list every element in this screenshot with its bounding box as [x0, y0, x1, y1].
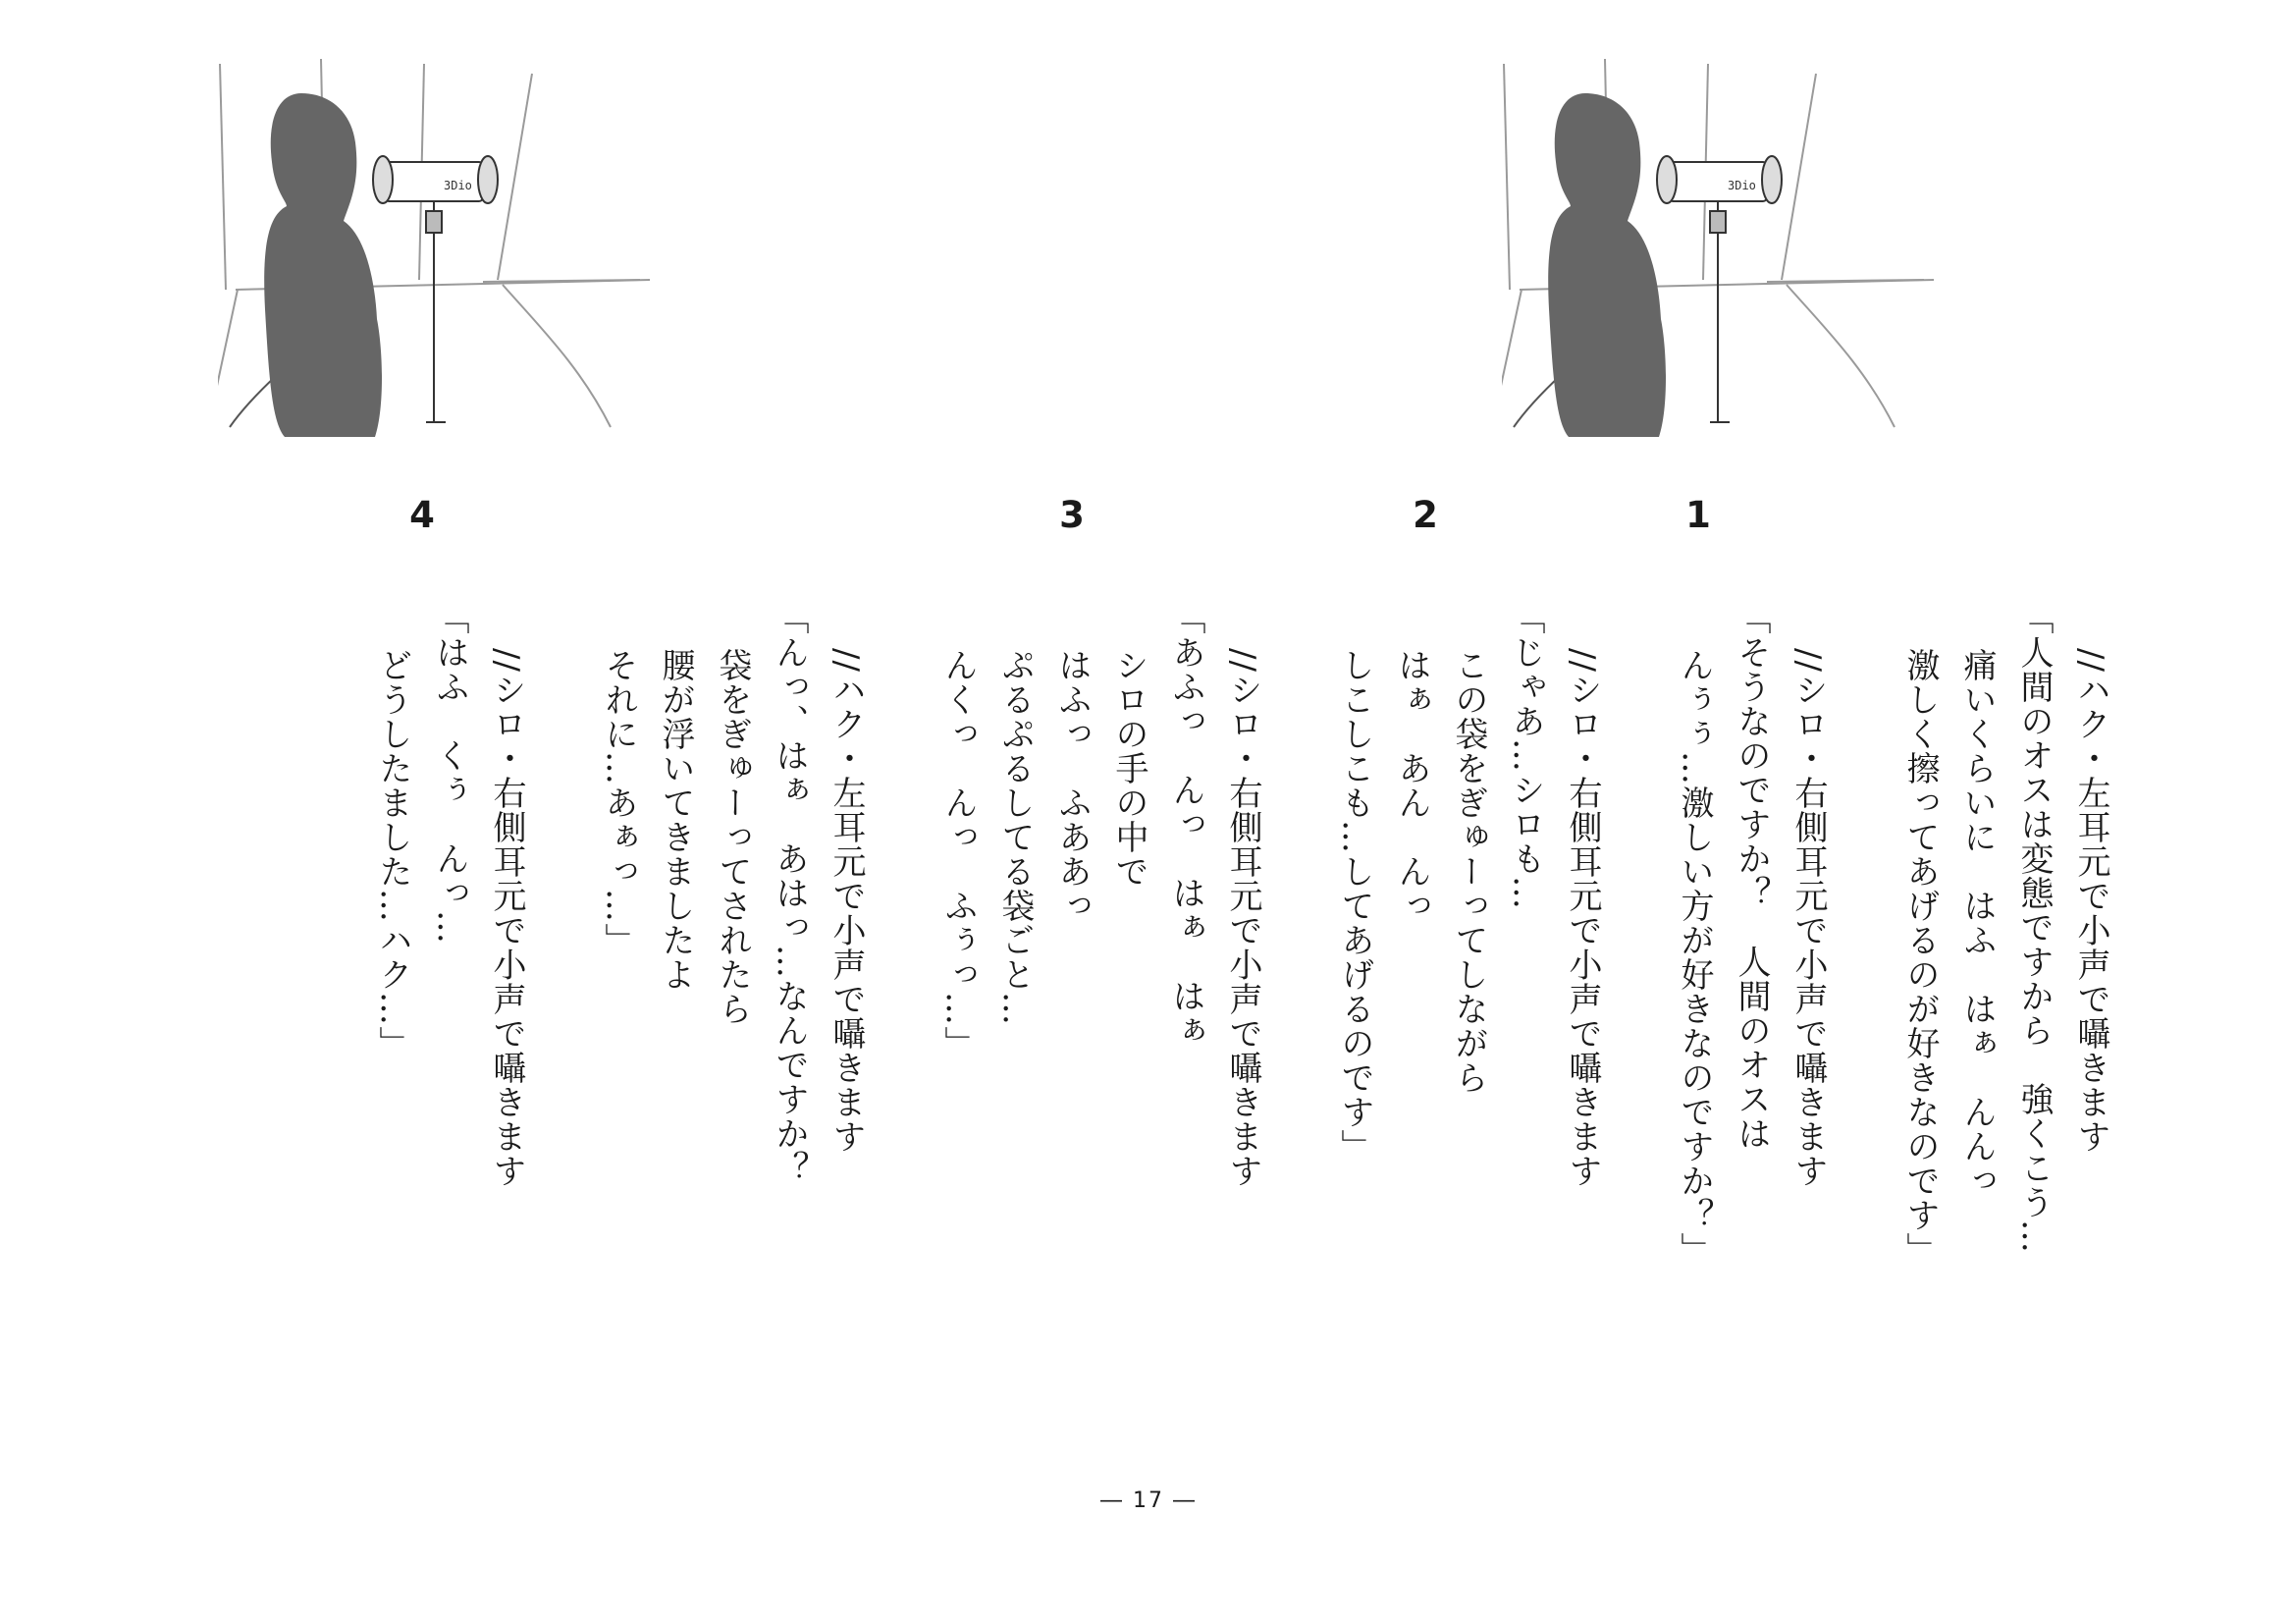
- dialogue-line: 腰が浮いてきましたよ: [656, 648, 695, 992]
- dialogue-line: 痛いくらいに はふ はぁ んんっ: [1957, 648, 1997, 1198]
- position-marker-4: 4: [409, 494, 435, 536]
- dialogue-line: 袋をぎゅーってされたら: [713, 648, 752, 1026]
- binaural-mic-illustration-right: [1502, 54, 1953, 466]
- mic-brand-label: 3Dio: [1728, 179, 1756, 192]
- dialogue-line: はふっ ふああっ: [1052, 648, 1092, 923]
- stage-direction: //シロ・右側耳元で小声で囁きます: [1223, 648, 1262, 1188]
- position-marker-1: 1: [1685, 494, 1711, 536]
- dialogue-line: ぷるぷるしてる袋ごと…: [995, 648, 1035, 1026]
- dialogue-line: 「じゃあ…シロも…: [1506, 601, 1545, 910]
- page-number: ― 17 ―: [1100, 1489, 1197, 1513]
- illustration-svg: [218, 54, 669, 466]
- dialogue-line: 「あふっ んっ はぁ はぁ: [1166, 601, 1205, 1048]
- stage-direction: //ハク・左耳元で小声で囁きます: [2071, 648, 2110, 1154]
- dialogue-line: しこしこも…してあげるのです」: [1335, 648, 1374, 1164]
- dialogue-line: はぁ あん んっ: [1392, 648, 1431, 923]
- stage-direction: //シロ・右側耳元で小声で囁きます: [1563, 648, 1602, 1188]
- dialogue-line: 「人間のオスは変態ですから 強くこう…: [2014, 601, 2054, 1254]
- dialogue-line: 激しく擦ってあげるのが好きなのです」: [1900, 648, 1940, 1267]
- dialogue-line: んぅぅ…激しい方が好きなのですか？」: [1675, 648, 1714, 1267]
- dialogue-line: どうしたました…ハク…」: [373, 648, 412, 1060]
- dialogue-line: シロの手の中で: [1109, 648, 1148, 889]
- binaural-mic-illustration-left: [218, 54, 669, 466]
- dialogue-line: 「そうなのですか？ 人間のオスは: [1732, 601, 1771, 1151]
- position-marker-3: 3: [1059, 494, 1085, 536]
- stage-direction: //シロ・右側耳元で小声で囁きます: [1789, 648, 1828, 1188]
- dialogue-line: この袋をぎゅーってしながら: [1449, 648, 1488, 1095]
- dialogue-line: 「はふ くぅ んっ…: [430, 601, 469, 945]
- silhouette: [264, 93, 382, 437]
- stage-direction: //シロ・右側耳元で小声で囁きます: [487, 648, 526, 1188]
- dialogue-line: それに…あぁっ…」: [599, 648, 638, 957]
- silhouette: [1548, 93, 1666, 437]
- stage-direction: //ハク・左耳元で小声で囁きます: [827, 648, 866, 1154]
- dialogue-line: 「んっ、はぁ あはっ…なんですか？: [770, 601, 809, 1185]
- position-marker-2: 2: [1413, 494, 1438, 536]
- illustration-svg: [1502, 54, 1953, 466]
- mic-brand-label: 3Dio: [444, 179, 472, 192]
- dialogue-line: んくっ んっ ふぅっ…」: [938, 648, 978, 1060]
